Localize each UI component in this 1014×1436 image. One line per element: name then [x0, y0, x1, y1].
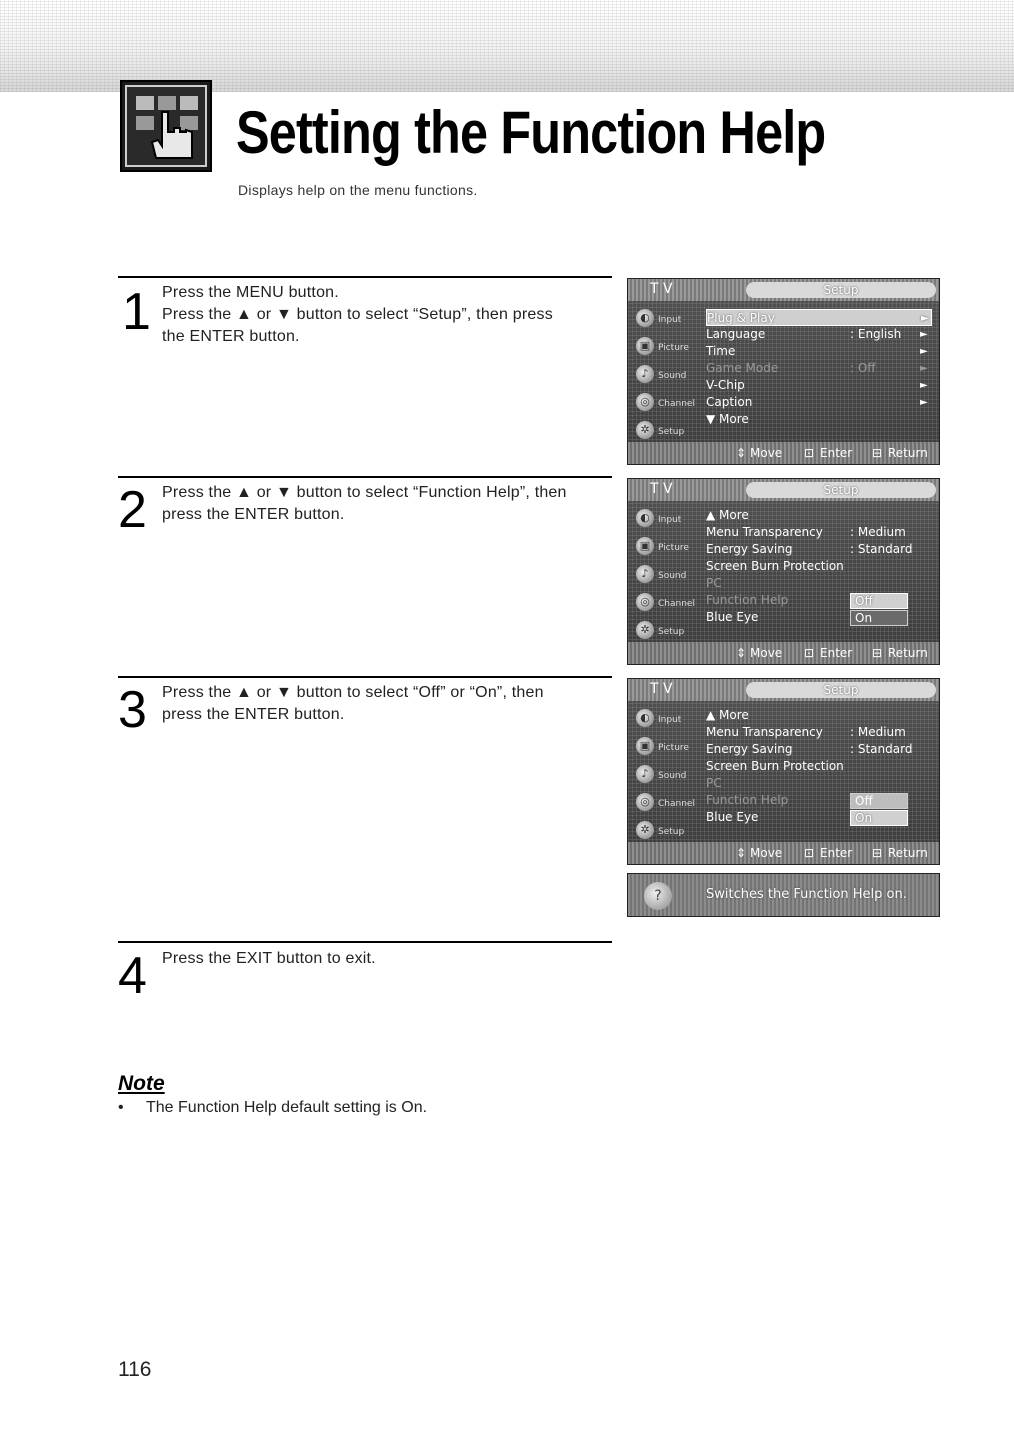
tv-row-blue-eye: Blue Eye — [706, 610, 759, 624]
move-icon: ⇕ — [736, 446, 747, 460]
tv-row-plug-and-play: Plug & Play ► — [706, 309, 932, 326]
return-icon: ⊟ — [872, 846, 883, 860]
tv-side-channel: ◎ Channel — [632, 791, 702, 817]
step-3-line-2: press the ENTER button. — [162, 706, 345, 723]
step-2-line-2: press the ENTER button. — [162, 506, 345, 523]
sound-icon: ♪ — [636, 765, 654, 783]
input-icon: ◐ — [636, 709, 654, 727]
footer-move: Move — [750, 846, 783, 860]
tv-side-setup: ✲ Setup — [632, 619, 702, 645]
tv-side-menu — [628, 501, 700, 643]
picture-icon: ▣ — [636, 737, 654, 755]
footer-return: Return — [888, 846, 928, 860]
tv-label: T V — [650, 481, 673, 497]
footer-move: Move — [750, 646, 783, 660]
tv-side-channel: ◎ Channel — [632, 591, 702, 617]
tv-footer — [628, 642, 939, 664]
tv-menu-screen-2 — [627, 478, 940, 665]
step-1-text — [162, 282, 602, 348]
footer-enter: Enter — [820, 846, 853, 860]
footer-move: Move — [750, 446, 783, 460]
tv-row-energy-saving: Energy Saving : Standard — [706, 542, 913, 556]
page-subtitle: Displays help on the menu functions. — [238, 182, 478, 198]
tv-row-caption: Caption ► — [706, 395, 928, 409]
tv-row-energy-saving: Energy Saving : Standard — [706, 742, 913, 756]
step-4-divider — [118, 941, 612, 943]
tv-side-setup: ✲ Setup — [632, 819, 702, 845]
tv-menu-screen-3 — [627, 678, 940, 865]
tv-row-menu-transparency: Menu Transparency : Medium — [706, 525, 906, 539]
step-3-divider — [118, 676, 612, 678]
step-1-number: 1 — [122, 283, 151, 341]
channel-icon: ◎ — [636, 393, 654, 411]
step-1-line-3: the ENTER button. — [162, 328, 300, 345]
tv-side-sound: ♪ Sound — [632, 563, 702, 589]
enter-icon: ⊡ — [804, 646, 815, 660]
note-title: Note — [118, 1072, 165, 1095]
move-icon: ⇕ — [736, 646, 747, 660]
tv-row-blue-eye: Blue Eye — [706, 810, 759, 824]
tv-label: T V — [650, 281, 673, 297]
tv-row-more-up: ▲ More — [706, 508, 749, 522]
setup-icon: ✲ — [636, 621, 654, 639]
footer-enter: Enter — [820, 646, 853, 660]
tv-row-pc: PC — [706, 576, 722, 590]
page-number: 116 — [118, 1358, 152, 1381]
tv-label: T V — [650, 681, 673, 697]
tv-header — [628, 679, 939, 701]
tv-row-more: ▼ More — [706, 412, 749, 426]
page-title: Setting the Function Help — [236, 99, 826, 166]
sound-icon: ♪ — [636, 565, 654, 583]
function-help-bar — [627, 873, 940, 917]
tv-side-picture: ▣ Picture — [632, 535, 702, 561]
tv-row-time: Time ► — [706, 344, 928, 358]
step-2-divider — [118, 476, 612, 478]
tv-row-game-mode: Game Mode : Off ► — [706, 361, 928, 375]
option-off-selected: Off — [850, 593, 908, 609]
step-4-text — [162, 948, 602, 970]
tv-side-menu — [628, 701, 700, 843]
tv-tab-setup: Setup — [746, 282, 936, 298]
tv-side-channel: ◎ Channel — [632, 391, 702, 417]
tv-row-more-up: ▲ More — [706, 708, 749, 722]
tv-menu-screen-1 — [627, 278, 940, 465]
tv-side-menu — [628, 301, 700, 443]
channel-icon: ◎ — [636, 793, 654, 811]
note-item — [118, 1099, 427, 1117]
enter-icon: ⊡ — [804, 846, 815, 860]
tv-side-setup: ✲ Setup — [632, 419, 702, 445]
input-icon: ◐ — [636, 509, 654, 527]
step-3-line-1: Press the ▲ or ▼ button to select “Off” or “On”, then — [162, 684, 544, 701]
tv-header — [628, 479, 939, 501]
tv-row-pc: PC — [706, 776, 722, 790]
enter-icon: ⊡ — [804, 446, 815, 460]
tv-tab-setup: Setup — [746, 482, 936, 498]
hand-pointer-icon — [120, 80, 212, 172]
header-band — [0, 0, 1014, 92]
sound-icon: ♪ — [636, 365, 654, 383]
step-2-number: 2 — [118, 481, 147, 539]
move-icon: ⇕ — [736, 846, 747, 860]
option-on: On — [850, 610, 908, 626]
tv-side-picture: ▣ Picture — [632, 735, 702, 761]
option-off: Off — [850, 793, 908, 809]
setup-icon: ✲ — [636, 821, 654, 839]
input-icon: ◐ — [636, 309, 654, 327]
step-2-text — [162, 482, 602, 526]
step-4-line-1: Press the EXIT button to exit. — [162, 950, 376, 967]
step-4-number: 4 — [118, 947, 147, 1005]
tv-side-input: ◐ Input — [632, 707, 702, 733]
step-3-number: 3 — [118, 681, 147, 739]
note-item-text: The Function Help default setting is On. — [146, 1099, 428, 1116]
tv-row-v-chip: V-Chip ► — [706, 378, 928, 392]
tv-side-input: ◐ Input — [632, 307, 702, 333]
channel-icon: ◎ — [636, 593, 654, 611]
picture-icon: ▣ — [636, 337, 654, 355]
tv-side-sound: ♪ Sound — [632, 763, 702, 789]
help-icon: ? — [644, 882, 672, 910]
function-help-text: Switches the Function Help on. — [706, 887, 907, 902]
option-on-selected: On — [850, 810, 908, 826]
tv-row-function-help: Function Help — [706, 593, 789, 607]
step-1-line-2: Press the ▲ or ▼ button to select “Setup”, then press — [162, 306, 553, 323]
tv-footer — [628, 842, 939, 864]
tv-row-function-help: Function Help — [706, 793, 789, 807]
picture-icon: ▣ — [636, 537, 654, 555]
tv-header — [628, 279, 939, 301]
return-icon: ⊟ — [872, 446, 883, 460]
bullet-icon: • — [118, 1099, 124, 1116]
tv-footer — [628, 442, 939, 464]
tv-side-input: ◐ Input — [632, 507, 702, 533]
tv-side-sound: ♪ Sound — [632, 363, 702, 389]
tv-tab-setup: Setup — [746, 682, 936, 698]
tv-row-language: Language : English ► — [706, 327, 928, 341]
step-1-divider — [118, 276, 612, 278]
tv-row-screen-burn-protection: Screen Burn Protection — [706, 559, 844, 573]
footer-return: Return — [888, 446, 928, 460]
return-icon: ⊟ — [872, 646, 883, 660]
step-2-line-1: Press the ▲ or ▼ button to select “Function Help”, then — [162, 484, 567, 501]
footer-enter: Enter — [820, 446, 853, 460]
step-1-line-1: Press the MENU button. — [162, 284, 339, 301]
footer-return: Return — [888, 646, 928, 660]
setup-icon: ✲ — [636, 421, 654, 439]
step-3-text — [162, 682, 602, 726]
tv-row-menu-transparency: Menu Transparency : Medium — [706, 725, 906, 739]
tv-row-screen-burn-protection: Screen Burn Protection — [706, 759, 844, 773]
tv-side-picture: ▣ Picture — [632, 335, 702, 361]
